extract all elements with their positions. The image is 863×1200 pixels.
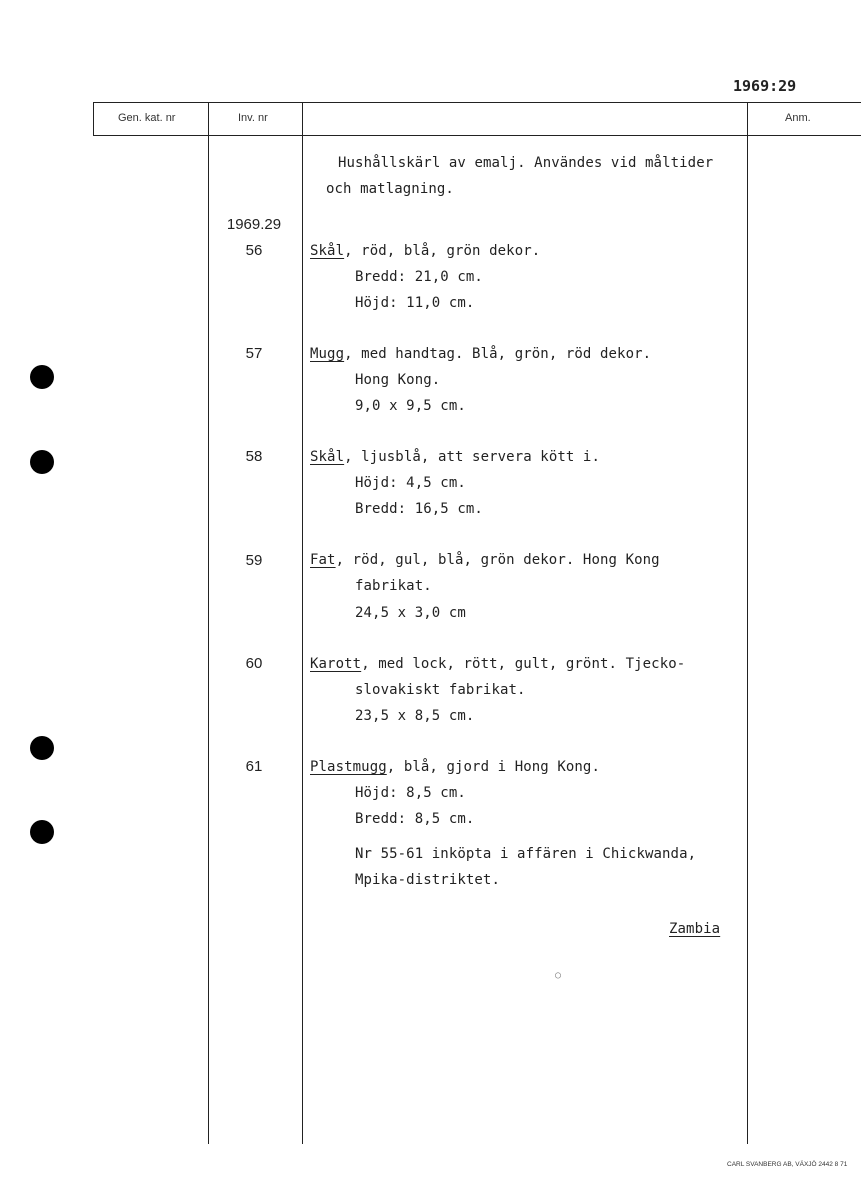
punch-hole	[30, 450, 54, 474]
item-detail: slovakiskt fabrikat.	[355, 682, 526, 698]
item-detail: Bredd: 8,5 cm.	[355, 811, 475, 827]
item-description-rest: , ljusblå, att servera kött i.	[344, 449, 600, 465]
item-description-rest: , blå, gjord i Hong Kong.	[386, 759, 600, 775]
item-description-rest: , med lock, rött, gult, grönt. Tjecko-	[361, 656, 686, 672]
item-description-rest: , röd, gul, blå, grön dekor. Hong Kong	[335, 552, 660, 568]
inv-number: 57	[245, 345, 263, 362]
item-description	[310, 346, 651, 362]
item-description	[310, 243, 540, 259]
item-description	[310, 759, 600, 775]
inv-number: 61	[245, 758, 263, 775]
column-header-inv-nr: Inv. nr	[238, 112, 268, 124]
item-detail: fabrikat.	[355, 578, 432, 594]
item-description	[310, 552, 660, 568]
item-name: Plastmugg	[310, 759, 387, 775]
item-name: Fat	[310, 552, 336, 568]
item-detail: Höjd: 8,5 cm.	[355, 785, 466, 801]
column-header-gen-kat-nr: Gen. kat. nr	[118, 112, 176, 124]
item-description	[310, 656, 685, 672]
punch-hole	[30, 736, 54, 760]
series-number: 1969.29	[226, 216, 282, 233]
column-header-anm: Anm.	[785, 112, 811, 124]
inv-number: 59	[245, 552, 263, 569]
item-name: Karott	[310, 656, 362, 672]
item-detail: 23,5 x 8,5 cm.	[355, 708, 475, 724]
paper-speck: ○	[555, 970, 562, 981]
item-detail: Höjd: 11,0 cm.	[355, 295, 475, 311]
item-detail: 9,0 x 9,5 cm.	[355, 398, 466, 414]
item-name: Skål	[310, 449, 345, 465]
item-description-rest: , med handtag. Blå, grön, röd dekor.	[344, 346, 652, 362]
item-detail: Bredd: 16,5 cm.	[355, 501, 483, 517]
intro-line: och matlagning.	[326, 181, 454, 197]
sheet-number: 1969:29	[733, 77, 797, 95]
inv-number: 58	[245, 448, 263, 465]
item-detail: Höjd: 4,5 cm.	[355, 475, 466, 491]
item-name: Skål	[310, 243, 345, 259]
item-name: Mugg	[310, 346, 345, 362]
punch-hole	[30, 820, 54, 844]
acquisition-note: Mpika-distriktet.	[355, 872, 500, 888]
item-detail: 24,5 x 3,0 cm	[355, 605, 466, 621]
item-description	[310, 449, 600, 465]
acquisition-note: Nr 55-61 inköpta i affären i Chickwanda,	[355, 846, 697, 862]
item-detail: Bredd: 21,0 cm.	[355, 269, 483, 285]
inv-number: 56	[245, 242, 263, 259]
printer-mark: CARL SVANBERG AB, VÄXJÖ 2442 8 71	[727, 1161, 848, 1168]
punch-hole	[30, 365, 54, 389]
item-detail: Hong Kong.	[355, 372, 441, 388]
country-label: Zambia	[669, 921, 721, 937]
item-description-rest: , röd, blå, grön dekor.	[344, 243, 541, 259]
inv-number: 60	[245, 655, 263, 672]
intro-line: Hushållskärl av emalj. Användes vid måltider	[338, 155, 714, 171]
